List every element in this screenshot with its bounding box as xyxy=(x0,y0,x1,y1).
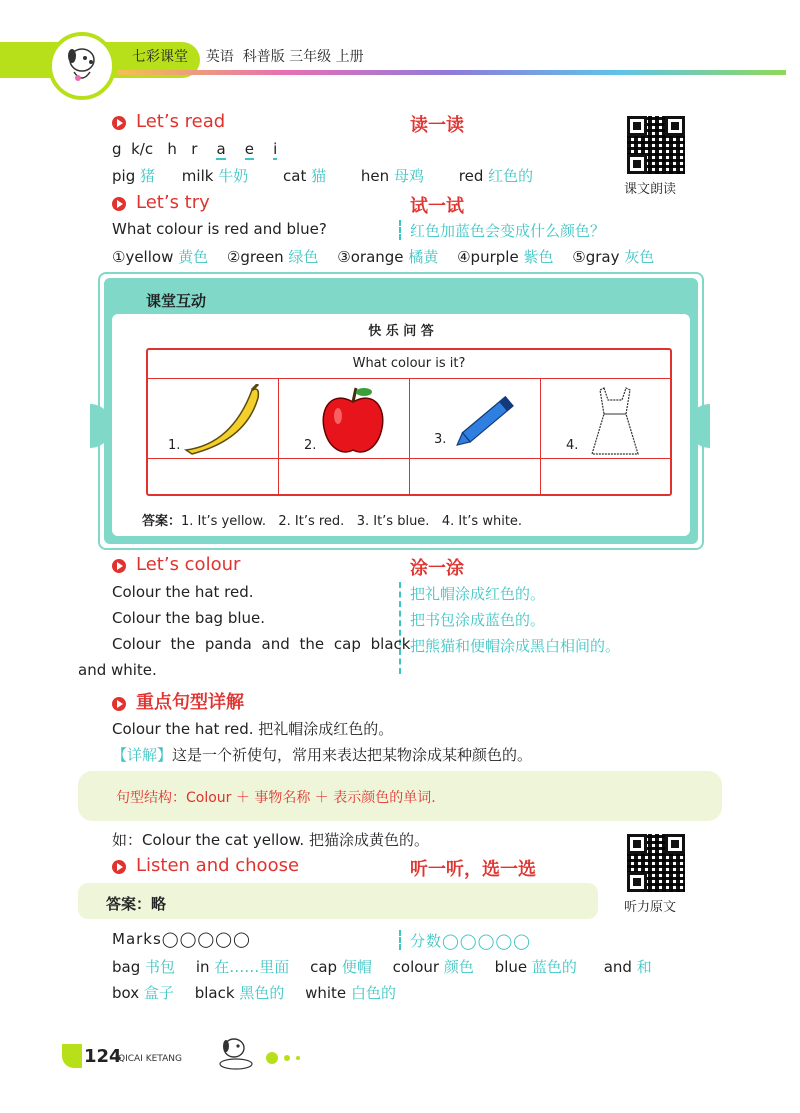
read-heading-cn: 读一读 xyxy=(410,115,464,136)
qr-label-listen: 听力原文 xyxy=(624,900,677,915)
listen-heading-cn: 听一听，选一选 xyxy=(410,859,536,880)
colour-heading-cn: 涂一涂 xyxy=(410,558,464,579)
vocab-item: bag 书包 xyxy=(112,958,176,976)
footer-mascot-icon xyxy=(212,1034,260,1074)
vocab-row xyxy=(112,956,652,977)
option-item: ③orange 橘黄 xyxy=(337,248,439,266)
qr-code-read[interactable] xyxy=(627,116,685,174)
item-number: 4. xyxy=(566,438,579,453)
read-heading: Let’s read xyxy=(112,111,225,132)
footer-dot-medium xyxy=(284,1055,290,1061)
quiz-subtitle: 快 乐 问 答 xyxy=(368,324,434,339)
quiz-table xyxy=(146,348,672,496)
header-edition: 科普版 三年级 上册 xyxy=(242,49,364,65)
word-item: pig 猪 xyxy=(112,167,156,185)
word-item: hen 母鸡 xyxy=(360,167,424,185)
footer-dot-small xyxy=(296,1056,300,1060)
phonics-row: g k/c h r a e i xyxy=(112,140,278,158)
listen-heading: Listen and choose xyxy=(112,855,299,876)
play-bullet-icon xyxy=(112,559,126,573)
focus-example: Colour the hat red. 把礼帽涂成红色的。 xyxy=(112,720,394,738)
option-item: ⑤gray 灰色 xyxy=(572,248,655,266)
try-question-cn: 红色加蓝色会变成什么颜色？ xyxy=(410,222,606,240)
try-heading-cn: 试一试 xyxy=(410,196,464,217)
vocab-item: box 盒子 xyxy=(112,984,174,1002)
vocab-row xyxy=(112,982,396,1003)
divider-dashed xyxy=(399,930,401,950)
vocab-item: cap 便帽 xyxy=(310,958,372,976)
colour-line-cn: 把礼帽涂成红色的。 xyxy=(410,585,546,603)
play-bullet-icon xyxy=(112,697,126,711)
play-bullet-icon xyxy=(112,860,126,874)
colour-heading: Let’s colour xyxy=(112,554,240,575)
header-text xyxy=(132,46,364,66)
qr-code-listen[interactable] xyxy=(627,834,685,892)
try-options xyxy=(112,246,654,267)
colour-line-cn: 把熊猫和便帽涂成黑白相间的。 xyxy=(410,637,621,655)
colour-line-cn: 把书包涂成蓝色的。 xyxy=(410,611,546,629)
colour-line-en: Colour the hat red. xyxy=(112,583,254,601)
option-item: ①yellow 黄色 xyxy=(112,248,209,266)
play-bullet-icon xyxy=(112,197,126,211)
structure-text: 句型结构：Colour ＋ 事物名称 ＋ 表示颜色的单词. xyxy=(116,790,436,806)
colour-line-en: Colour the bag blue. xyxy=(112,609,266,627)
colour-line-continuation: and white. xyxy=(78,661,157,679)
word-item: cat 猫 xyxy=(283,167,327,185)
option-item: ②green 绿色 xyxy=(226,248,319,266)
qr-label-read: 课文朗读 xyxy=(624,182,677,197)
divider-dashed xyxy=(399,582,401,674)
marks-en: Marks◯◯◯◯◯ xyxy=(112,930,251,948)
marks-cn: 分数◯◯◯◯◯ xyxy=(410,932,531,950)
footer-brand: QICAI KETANG xyxy=(118,1054,182,1064)
word-item: red 红色的 xyxy=(458,167,534,185)
item-number: 2. xyxy=(304,438,317,453)
vocab-item: blue 蓝色的 xyxy=(494,958,577,976)
footer-green-tab xyxy=(62,1044,82,1068)
page-number: 124 xyxy=(84,1046,122,1067)
interactive-panel xyxy=(98,272,704,550)
footer-dot-large xyxy=(266,1052,278,1064)
try-heading: Let’s try xyxy=(112,192,210,213)
panel-title: 课堂互动 xyxy=(146,292,207,310)
quiz-table-title: What colour is it? xyxy=(148,350,670,379)
vocab-item: and 和 xyxy=(603,958,652,976)
vocab-item: colour 颜色 xyxy=(392,958,474,976)
panel-inner xyxy=(112,314,690,536)
banana-image xyxy=(182,384,262,460)
vocab-item: white 白色的 xyxy=(305,984,396,1002)
crayon-image xyxy=(446,384,528,460)
item-number: 3. xyxy=(434,432,447,447)
word-item: milk 牛奶 xyxy=(181,167,249,185)
focus-example2: 如：Colour the cat yellow. 把猫涂成黄色的。 xyxy=(112,831,429,849)
apple-image xyxy=(318,384,388,460)
header-rainbow-line xyxy=(118,70,786,75)
detail-tag: 【详解】 xyxy=(112,746,173,764)
option-item: ④purple 紫色 xyxy=(457,248,554,266)
focus-heading: 重点句型详解 xyxy=(112,688,244,714)
vocab-item: black 黑色的 xyxy=(194,984,285,1002)
mascot-icon xyxy=(48,32,116,100)
read-words-row xyxy=(112,165,533,186)
try-question-en: What colour is red and blue? xyxy=(112,220,327,238)
item-number: 1. xyxy=(168,438,181,453)
listen-answer: 答案：略 xyxy=(106,895,167,913)
vocab-item: in 在……里面 xyxy=(195,958,290,976)
dress-image xyxy=(580,384,650,464)
colour-line-en: Colour the panda and the cap black xyxy=(112,635,411,653)
divider-dashed xyxy=(399,220,401,240)
play-bullet-icon xyxy=(112,116,126,130)
focus-detail: 【详解】这是一个祈使句，常用来表达把某物涂成某种颜色的。 xyxy=(112,746,533,764)
quiz-answer: 答案：1. It’s yellow. 2. It’s red. 3. It’s blue. 4. It’s white. xyxy=(142,514,523,529)
header-subject: 英语 xyxy=(205,49,234,65)
header-series: 七彩课堂 xyxy=(132,49,188,65)
